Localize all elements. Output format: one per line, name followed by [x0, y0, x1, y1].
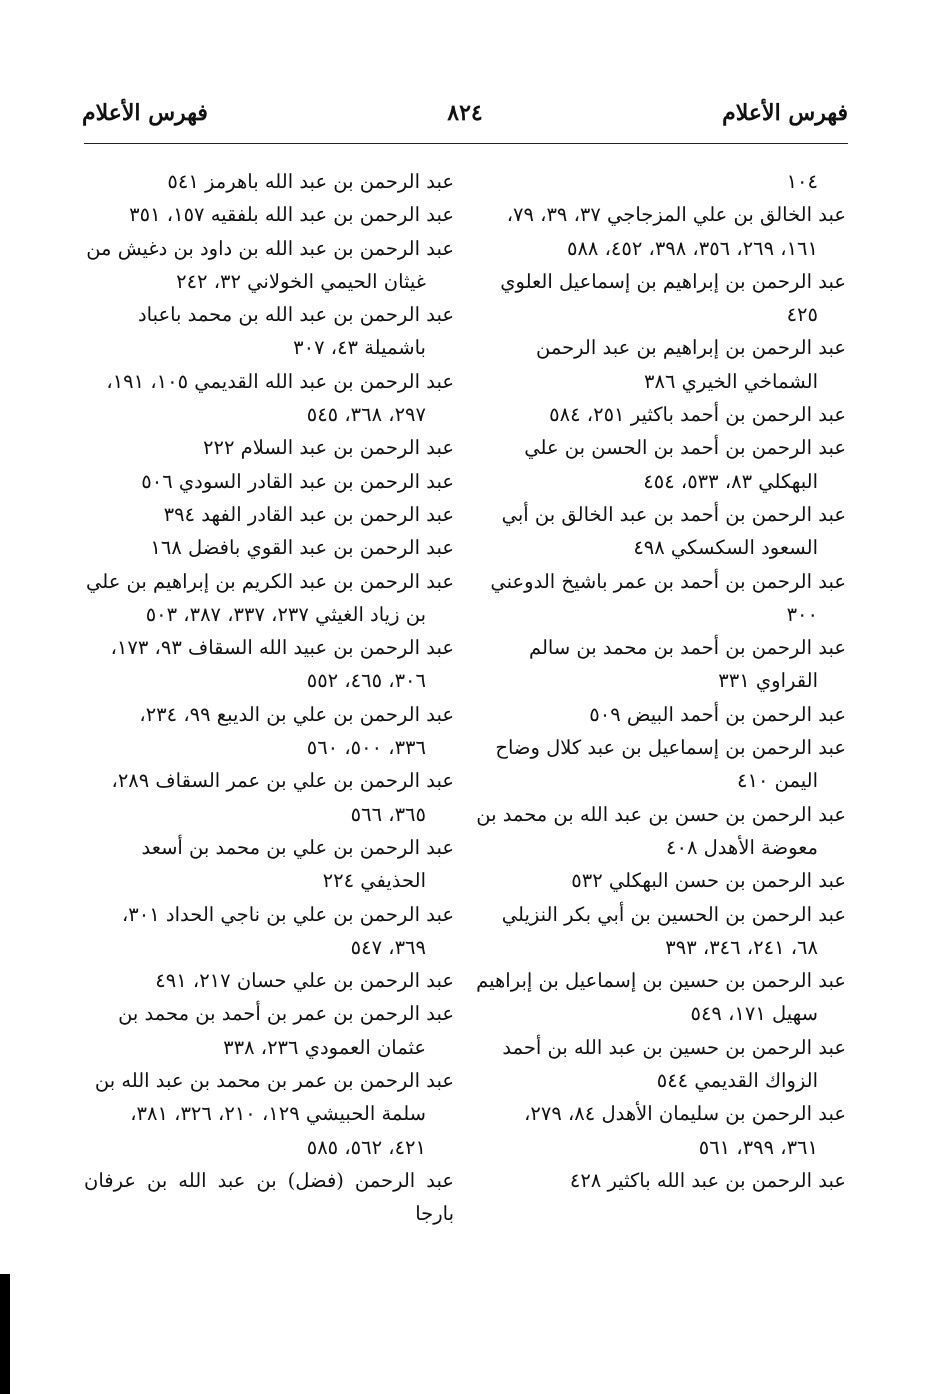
entry-line: عبد الرحمن بن أحمد باكثير ٢٥١، ٥٨٤ [549, 403, 846, 427]
entry-line: عبد الرحمن بن عبد الله القديمي ١٠٥، ١٩١، [106, 369, 454, 393]
entry-continuation-line: السعود السكسكي ٤٩٨ [633, 536, 818, 560]
entry-line: عبد الرحمن بن عمر بن أحمد بن محمد بن [118, 1002, 454, 1026]
entry-continuation-line: القراوي ٣٣١ [718, 669, 818, 693]
index-entry [84, 465, 454, 498]
index-entry [476, 864, 846, 897]
entry-line: عبد الرحمن (فضل) بن عبد الله بن عرفان بارجا [84, 1168, 454, 1226]
entry-continuation-line: عثمان العمودي ٢٣٦، ٣٣٨ [223, 1035, 426, 1059]
entry-line: عبد الرحمن بن حسن بن عبد الله بن محمد بن [476, 802, 846, 826]
index-entry [476, 698, 846, 731]
page-header [82, 100, 848, 140]
entry-continuation-line: ٣٦١، ٣٩٩، ٥٦١ [698, 1135, 818, 1159]
entry-line: عبد الرحمن بن أحمد البيض ٥٠٩ [589, 702, 846, 726]
index-entry [476, 1097, 846, 1164]
entry-line: عبد الرحمن بن علي بن الديبع ٩٩، ٢٣٤، [139, 702, 454, 726]
index-entry [84, 698, 454, 765]
entry-line: عبد الخالق بن علي المزجاجي ٣٧، ٣٩، ٧٩، [506, 203, 846, 227]
entry-line: عبد الرحمن بن عمر بن محمد بن عبد الله بن [94, 1069, 454, 1093]
entry-continuation-line: ٣٦٩، ٥٤٧ [350, 935, 426, 959]
index-entry [476, 731, 846, 798]
index-entry [84, 1064, 454, 1164]
entry-continuation-line: سلمة الحبيشي ١٢٩، ٢١٠، ٣٢٦، ٣٨١، [130, 1102, 426, 1126]
entry-line: عبد الرحمن بن حسين بن عبد الله بن أحمد [502, 1035, 846, 1059]
entry-continuation-line: ٣٠٠ [786, 602, 818, 626]
entry-line: عبد الرحمن بن عبيد الله السقاف ٩٣، ١٧٣، [110, 636, 454, 660]
index-entry [476, 165, 846, 198]
running-title-left: فهرس الأعلام [82, 100, 208, 126]
scan-edge-shadow [0, 1274, 10, 1394]
entry-line: ١٠٤ [786, 170, 818, 193]
index-entry [84, 1164, 454, 1231]
entry-continuation-line: بن زياد الغيثي ٢٣٧، ٣٣٧، ٣٨٧، ٥٠٣ [145, 602, 426, 626]
index-entry [84, 898, 454, 965]
running-title-right: فهرس الأعلام [722, 100, 848, 126]
entry-continuation-line: سهيل ١٧١، ٥٤٩ [690, 1002, 818, 1026]
entry-continuation-line: باشميلة ٤٣، ٣٠٧ [293, 336, 426, 360]
index-entry [84, 764, 454, 831]
entry-line: عبد الرحمن بن أحمد بن الحسن بن علي [524, 436, 846, 460]
entry-line: عبد الرحمن بن الحسين بن أبي بكر النزيلي [501, 902, 846, 926]
index-entry [476, 898, 846, 965]
index-entry [84, 997, 454, 1064]
entry-line: عبد الرحمن بن عبد الله باكثير ٤٢٨ [569, 1168, 846, 1192]
entry-line: عبد الرحمن بن عبد القوي بافضل ١٦٨ [150, 536, 454, 560]
entry-continuation-line: الحذيفي ٢٢٤ [322, 869, 426, 893]
entry-continuation-line: اليمن ٤١٠ [737, 769, 818, 793]
index-entry [84, 365, 454, 432]
index-column-right [476, 165, 846, 1197]
entry-line: عبد الرحمن بن عبد القادر السودي ٥٠٦ [141, 469, 454, 493]
entry-line: عبد الرحمن بن إسماعيل بن عبد كلال وضاح [495, 736, 846, 760]
index-column-left [84, 165, 454, 1231]
header-rule [84, 143, 848, 144]
entry-continuation-line: البهكلي ٨٣، ٥٣٣، ٤٥٤ [643, 469, 818, 493]
entry-line: عبد الرحمن بن أحمد بن عمر باشيخ الدوعني [490, 569, 846, 593]
entry-line: عبد الرحمن بن علي بن عمر السقاف ٢٨٩، [111, 769, 454, 793]
entry-line: عبد الرحمن بن عبد الكريم بن إبراهيم بن علي [85, 569, 454, 593]
entry-line: عبد الرحمن بن عبد الله بن داود بن دغيش من [86, 236, 454, 260]
entry-continuation-line: معوضة الأهدل ٤٠٨ [666, 835, 818, 859]
index-entry [84, 498, 454, 531]
entry-line: عبد الرحمن بن عبد الله بلفقيه ١٥٧، ٣٥١ [129, 203, 454, 227]
index-entry [476, 198, 846, 265]
index-entry [476, 798, 846, 865]
index-entry [84, 165, 454, 198]
index-entry [84, 431, 454, 464]
page-number: ٨٢٤ [447, 100, 483, 126]
entry-line: عبد الرحمن بن عبد السلام ٢٢٢ [203, 436, 454, 460]
index-entry [84, 831, 454, 898]
entry-continuation-line: ٤٢٥ [786, 303, 818, 327]
index-entry [476, 431, 846, 498]
index-entry [476, 265, 846, 332]
entry-line: عبد الرحمن بن سليمان الأهدل ٨٤، ٢٧٩، [524, 1102, 846, 1126]
index-entry [476, 565, 846, 632]
entry-continuation-line: ٣٠٦، ٤٦٥، ٥٥٢ [306, 669, 426, 693]
entry-continuation-line: الزواك القديمي ٥٤٤ [656, 1069, 818, 1093]
index-entry [476, 631, 846, 698]
entry-line: عبد الرحمن بن علي بن محمد بن أسعد [141, 835, 454, 859]
entry-line: عبد الرحمن بن عبد الله بن محمد باعباد [137, 303, 454, 327]
entry-continuation-line: ٤٢١، ٥٦٢، ٥٨٥ [306, 1135, 426, 1159]
index-entry [84, 631, 454, 698]
entry-line: عبد الرحمن بن حسين بن إسماعيل بن إبراهيم [476, 969, 846, 993]
entry-continuation-line: ٦٨، ٢٤١، ٣٤٦، ٣٩٣ [665, 935, 818, 959]
index-entry [476, 331, 846, 398]
entry-line: عبد الرحمن بن علي حسان ٢١٧، ٤٩١ [155, 969, 454, 993]
index-entry [84, 565, 454, 632]
index-entry [84, 964, 454, 997]
index-entry [84, 531, 454, 564]
entry-line: عبد الرحمن بن عبد القادر الفهد ٣٩٤ [163, 502, 454, 526]
entry-line: عبد الرحمن بن أحمد بن محمد بن سالم [529, 636, 846, 660]
entry-line: عبد الرحمن بن إبراهيم بن عبد الرحمن [536, 336, 846, 360]
entry-continuation-line: ٣٦٥، ٥٦٦ [350, 802, 426, 826]
index-entry [476, 964, 846, 1031]
index-entry [476, 1164, 846, 1197]
entry-line: عبد الرحمن بن علي بن ناجي الحداد ٣٠١، [122, 902, 454, 926]
entry-continuation-line: ٣٣٦، ٥٠٠، ٥٦٠ [306, 736, 426, 760]
entry-continuation-line: الشماخي الخيري ٣٨٦ [644, 369, 818, 393]
entry-continuation-line: غيثان الحيمي الخولاني ٣٢، ٢٤٢ [176, 269, 426, 293]
index-entry [84, 298, 454, 365]
index-entry [84, 232, 454, 299]
entry-line: عبد الرحمن بن عبد الله باهرمز ٥٤١ [167, 170, 454, 193]
index-entry [476, 498, 846, 565]
index-entry [84, 198, 454, 231]
entry-continuation-line: ٢٩٧، ٣٦٨، ٥٤٥ [306, 403, 426, 427]
entry-line: عبد الرحمن بن حسن البهكلي ٥٣٢ [571, 869, 846, 893]
entry-continuation-line: ١٦١، ٢٦٩، ٣٥٦، ٣٩٨، ٤٥٢، ٥٨٨ [566, 236, 818, 260]
index-entry [476, 1031, 846, 1098]
entry-line: عبد الرحمن بن إبراهيم بن إسماعيل العلوي [500, 269, 846, 293]
entry-line: عبد الرحمن بن أحمد بن عبد الخالق بن أبي [501, 502, 846, 526]
index-entry [476, 398, 846, 431]
